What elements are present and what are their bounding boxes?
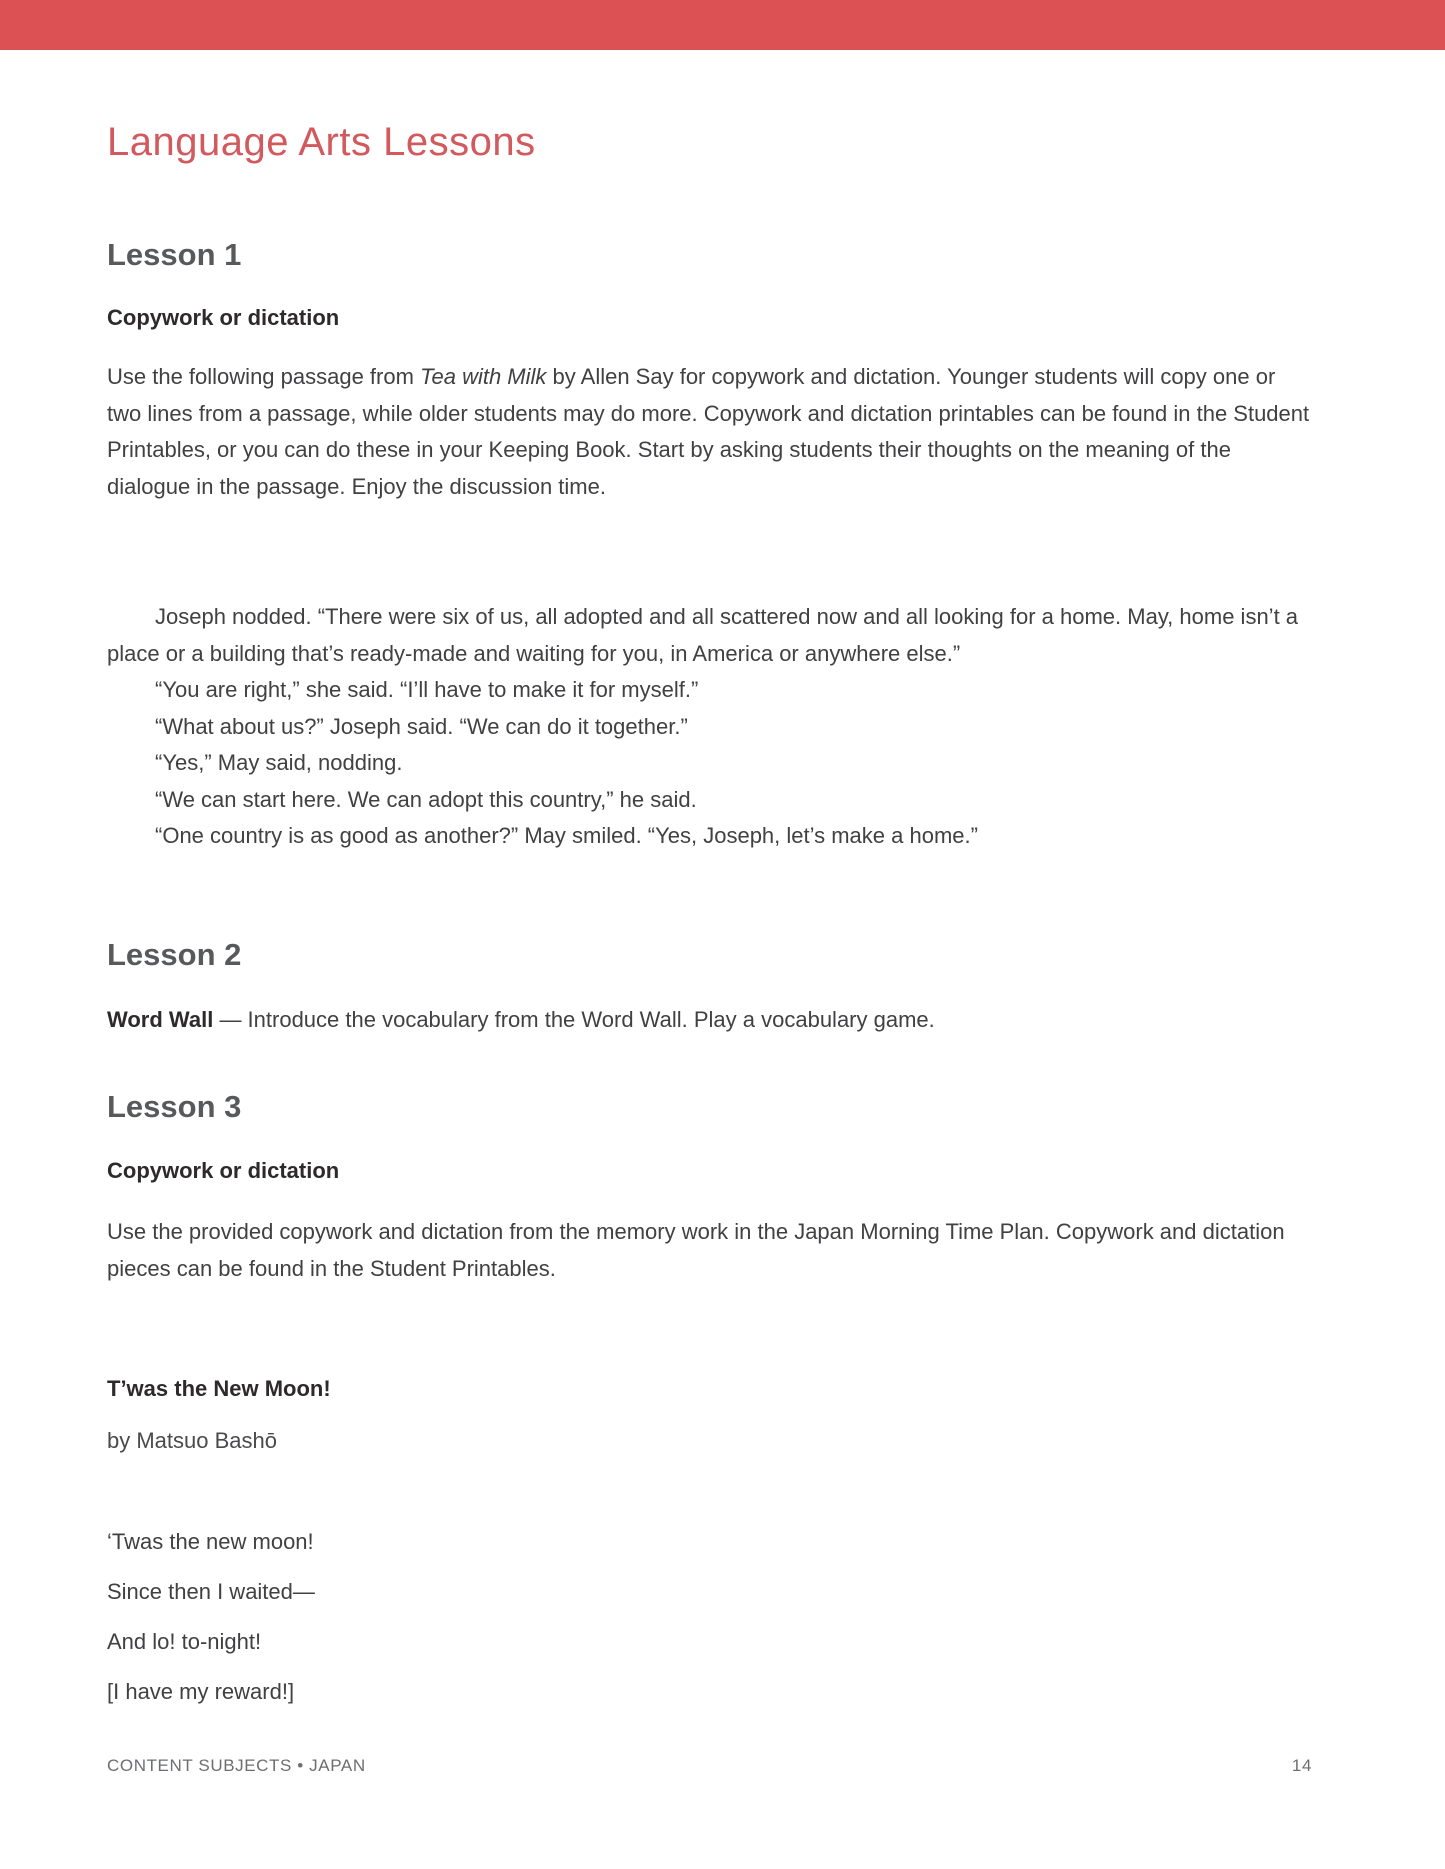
poem-line: [I have my reward!]: [107, 1679, 295, 1704]
poem-title: T’was the New Moon!: [107, 1376, 331, 1401]
footer-section-label: CONTENT SUBJECTS • JAPAN: [107, 1756, 366, 1775]
lesson-1-subheading: Copywork or dictation: [107, 305, 340, 330]
lesson-2-heading: Lesson 2: [107, 937, 242, 972]
word-wall-text: — Introduce the vocabulary from the Word Wall. Play a vocabulary game.: [213, 1007, 935, 1032]
poem-author: by Matsuo Bashō: [107, 1428, 277, 1453]
lesson-1-heading: Lesson 1: [107, 237, 242, 272]
page-footer: [107, 1756, 1312, 1776]
passage-paragraph: “Yes,” May said, nodding.: [155, 750, 403, 775]
lesson-1-intro-paragraph: [107, 359, 1312, 505]
intro-text-end: by Allen Say for copywork and dictation. Younger students will copy one or two lines from a passage, while older students may do more. Copywork and dictation printables can be found in the Student Printables, or you can do these in your Keeping Book. Start by asking students their thoughts on the meaning of the dialogue in the passage. Enjoy the discussion time.: [107, 364, 1310, 499]
page-title: Language Arts Lessons: [107, 120, 536, 164]
passage-paragraph: “One country is as good as another?” May smiled. “Yes, Joseph, let’s make a home.”: [155, 823, 978, 848]
footer-page-number: 14: [1291, 1756, 1312, 1775]
word-wall-bold-lead: Word Wall: [107, 1007, 214, 1032]
book-title-italic: Tea with Milk: [420, 364, 547, 389]
lesson-3-body-paragraph: Use the provided copywork and dictation from the memory work in the Japan Morning Time Plan. Copywork and dictation pieces can be found in the Student Printables.: [107, 1219, 1285, 1281]
passage-paragraph: “What about us?” Joseph said. “We can do it together.”: [155, 713, 688, 739]
lesson-3-subheading: Copywork or dictation: [107, 1158, 340, 1183]
passage-paragraph: Joseph nodded. “There were six of us, all adopted and all scattered now and all looking for a home. May, home isn’t a place or a building that’s ready-made and waiting for you, in America or anywhere else.”: [107, 604, 1299, 666]
passage-paragraph: “We can start here. We can adopt this country,” he said.: [155, 786, 697, 812]
lesson-2-word-wall-line: [107, 1002, 1312, 1039]
poem-block: [107, 1517, 1312, 1717]
poem-line: Since then I waited—: [107, 1579, 315, 1604]
intro-text-start: Use the following passage from: [107, 364, 421, 389]
top-accent-bar: [0, 0, 1445, 50]
passage-paragraph: “You are right,” she said. “I’ll have to make it for myself.”: [155, 677, 699, 702]
poem-line: ‘Twas the new moon!: [107, 1529, 314, 1554]
book-passage-block: [107, 599, 1312, 855]
lesson-3-heading: Lesson 3: [107, 1089, 242, 1124]
poem-line: And lo! to-night!: [107, 1629, 262, 1654]
